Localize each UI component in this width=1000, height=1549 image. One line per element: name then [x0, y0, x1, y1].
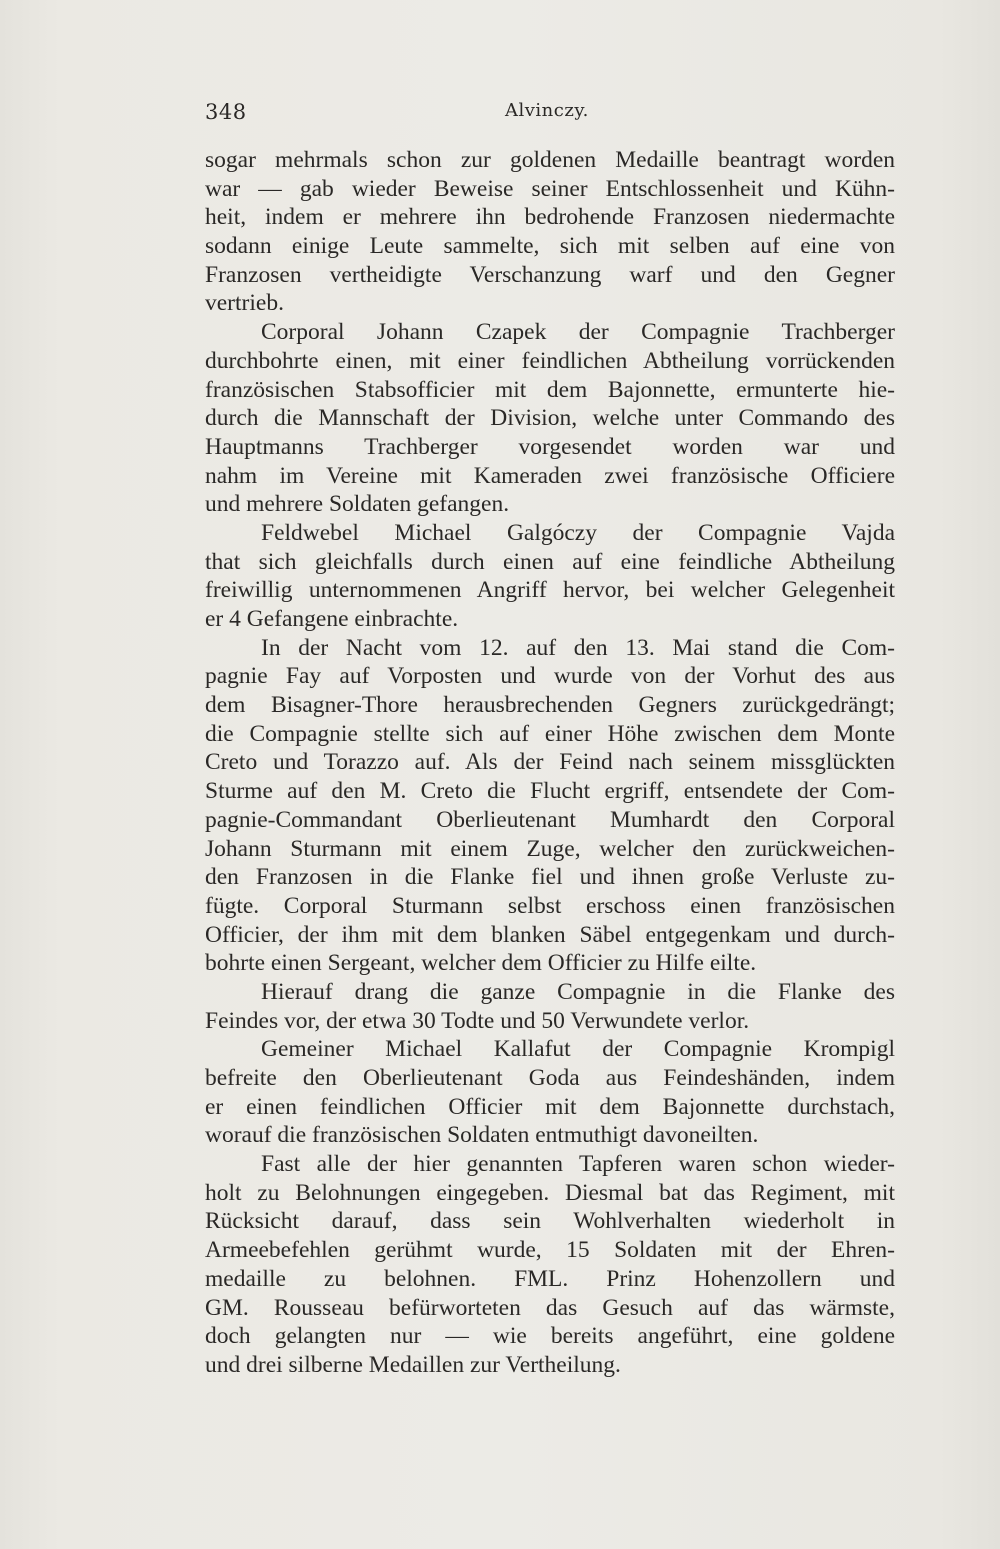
- text-line: Armeebefehlen gerühmt wurde, 15 Soldaten mit der Ehren-: [205, 1237, 895, 1264]
- text-line: Feldwebel Michael Galgóczy der Compagnie Vajda: [261, 519, 895, 546]
- text-line: und mehrere Soldaten gefangen.: [205, 491, 510, 518]
- page-number: 348: [205, 100, 247, 124]
- text-line: durch die Mannschaft der Division, welche unter Commando des: [205, 405, 895, 432]
- text-line: pagnie-Commandant Oberlieutenant Mumhardt den Corporal: [205, 806, 895, 833]
- text-line: doch gelangten nur — wie bereits angeführt, eine goldene: [205, 1323, 895, 1350]
- page-header: [205, 96, 895, 128]
- text-line: er 4 Gefangene einbrachte.: [205, 606, 459, 632]
- text-line: bohrte einen Sergeant, welcher dem Officier zu Hilfe eilte.: [205, 950, 757, 977]
- text-line: sogar mehrmals schon zur goldenen Medaille beantragt worden: [205, 147, 895, 173]
- text-line: Johann Sturmann mit einem Zuge, welcher den zurückweichen-: [205, 835, 895, 862]
- text-line: In der Nacht vom 12. auf den 13. Mai stand die Com-: [261, 634, 895, 661]
- text-line: französischen Stabsofficier mit dem Bajonnette, ermunterte hie-: [205, 376, 895, 403]
- text-line: Officier, der ihm mit dem blanken Säbel entgegenkam und durch-: [205, 921, 895, 948]
- text-line: Hauptmanns Trachberger vorgesendet worden war und: [205, 433, 895, 460]
- text-line: Feindes vor, der etwa 30 Todte und 50 Verwundete verlor.: [205, 1007, 750, 1034]
- running-head: Alvinczy.: [505, 100, 589, 121]
- text-line: Sturme auf den M. Creto die Flucht ergriff, entsendete der Com-: [205, 778, 895, 805]
- text-line: nahm im Vereine mit Kameraden zwei französische Officiere: [205, 462, 895, 489]
- text-line: medaille zu belohnen. FML. Prinz Hohenzollern und: [205, 1265, 895, 1292]
- text-line: befreite den Oberlieutenant Goda aus Feindeshänden, indem: [205, 1065, 895, 1091]
- text-line: Gemeiner Michael Kallafut der Compagnie Krompigl: [261, 1036, 895, 1063]
- text-line: durchbohrte einen, mit einer feindlichen Abtheilung vorrückenden: [205, 347, 895, 374]
- text-line: freiwillig unternommenen Angriff hervor, bei welcher Gelegenheit: [205, 577, 895, 604]
- text-line: Fast alle der hier genannten Tapferen waren schon wieder-: [261, 1151, 895, 1178]
- text-line: er einen feindlichen Officier mit dem Bajonnette durchstach,: [205, 1093, 895, 1120]
- text-line: die Compagnie stellte sich auf einer Höhe zwischen dem Monte: [205, 720, 895, 747]
- text-line: heit, indem er mehrere ihn bedrohende Franzosen niedermachte: [205, 204, 895, 231]
- body-text: [205, 146, 895, 1380]
- text-line: pagnie Fay auf Vorposten und wurde von der Vorhut des aus: [205, 663, 895, 690]
- text-line: fügte. Corporal Sturmann selbst erschoss einen französischen: [205, 892, 895, 919]
- text-line: Franzosen vertheidigte Verschanzung warf und den Gegner: [205, 261, 895, 288]
- text-line: vertrieb.: [205, 290, 284, 317]
- text-line: that sich gleichfalls durch einen auf eine feindliche Abtheilung: [205, 548, 895, 575]
- text-line: und drei silberne Medaillen zur Vertheilung.: [205, 1351, 621, 1378]
- text-line: den Franzosen in die Flanke fiel und ihnen große Verluste zu-: [205, 864, 895, 891]
- text-line: holt zu Belohnungen eingegeben. Diesmal bat das Regiment, mit: [205, 1179, 895, 1206]
- text-line: sodann einige Leute sammelte, sich mit selben auf eine von: [205, 233, 895, 260]
- text-line: Creto und Torazzo auf. Als der Feind nach seinem missglückten: [205, 749, 895, 776]
- text-line: Rücksicht darauf, dass sein Wohlverhalten wiederholt in: [205, 1208, 895, 1235]
- text-line: Corporal Johann Czapek der Compagnie Trachberger: [261, 319, 895, 346]
- text-line: war — gab wieder Beweise seiner Entschlossenheit und Kühn-: [205, 175, 895, 202]
- text-line: Hierauf drang die ganze Compagnie in die Flanke des: [261, 978, 895, 1005]
- text-line: GM. Rousseau befürworteten das Gesuch auf das wärmste,: [205, 1294, 895, 1321]
- text-line: dem Bisagner-Thore herausbrechenden Gegners zurückgedrängt;: [205, 692, 895, 719]
- text-line: worauf die französischen Soldaten entmuthigt davoneilten.: [205, 1122, 759, 1149]
